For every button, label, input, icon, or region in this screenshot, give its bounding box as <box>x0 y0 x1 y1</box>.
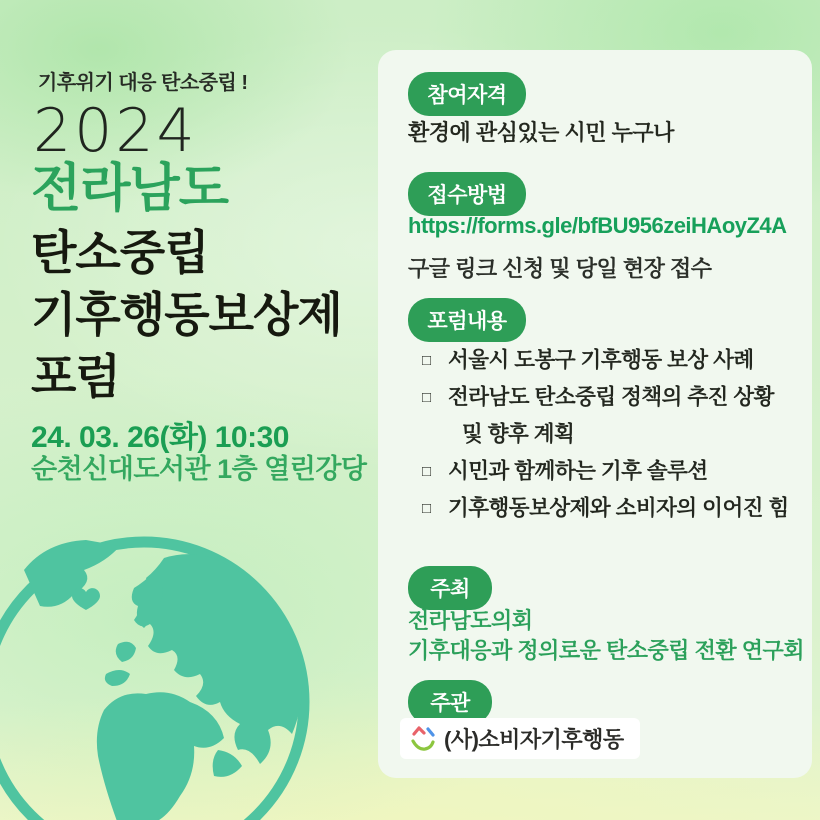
eligibility-text: 환경에 관심있는 시민 누구나 <box>408 120 674 145</box>
consumer-climate-action-logo-icon <box>408 724 438 754</box>
registration-badge: 접수방법 <box>408 172 526 216</box>
registration-link[interactable]: https://forms.gle/bfBU956zeiHAoyZ4A <box>408 213 787 238</box>
organizer-badge: 주관 <box>408 680 492 724</box>
list-item-text: 서울시 도봉구 기후행동 보상 사례 <box>448 348 754 372</box>
list-item-text: 기후행동보상제와 소비자의 이어진 힘 <box>448 496 789 520</box>
eligibility-badge: 참여자격 <box>408 72 526 116</box>
earth-globe-icon <box>0 524 328 820</box>
organizer-logo <box>400 718 640 759</box>
list-item <box>422 342 789 379</box>
title-line3: 기후행동보상제 <box>31 288 342 341</box>
square-bullet-icon: □ <box>422 463 431 480</box>
square-bullet-icon: □ <box>422 500 431 517</box>
info-card <box>378 50 812 778</box>
host-line: 전라남도의회 <box>408 608 533 633</box>
host-line: 기후대응과 정의로운 탄소중립 전환 연구회 <box>408 638 804 663</box>
square-bullet-icon: □ <box>422 389 431 406</box>
organizer-logo-text: (사)소비자기후행동 <box>444 727 624 752</box>
list-item-continuation <box>422 416 789 453</box>
contents-badge: 포럼내용 <box>408 298 526 342</box>
tagline: 기후위기 대응 탄소중립 ! <box>38 72 248 94</box>
host-organizations <box>408 606 804 666</box>
event-datetime: 24. 03. 26(화) 10:30 <box>31 421 289 454</box>
registration-note: 구글 링크 신청 및 당일 현장 접수 <box>408 256 712 281</box>
year-heading: 2024 <box>33 96 198 166</box>
forum-contents-list <box>422 342 789 527</box>
list-item-text: 전라남도 탄소중립 정책의 추진 상황 <box>448 385 774 409</box>
list-item-text: 시민과 함께하는 기후 솔루션 <box>448 459 708 483</box>
square-bullet-icon: □ <box>422 352 431 369</box>
list-item <box>422 490 789 527</box>
list-item <box>422 453 789 490</box>
host-badge: 주최 <box>408 566 492 610</box>
square-bullet-icon <box>422 416 448 453</box>
event-venue: 순천신대도서관 1층 열린강당 <box>31 454 367 484</box>
title-region: 전라남도 <box>31 160 228 218</box>
list-item <box>422 379 789 416</box>
list-item-text: 및 향후 계획 <box>462 422 575 446</box>
title-line2: 탄소중립 <box>31 226 209 279</box>
title-line4: 포럼 <box>31 350 120 403</box>
